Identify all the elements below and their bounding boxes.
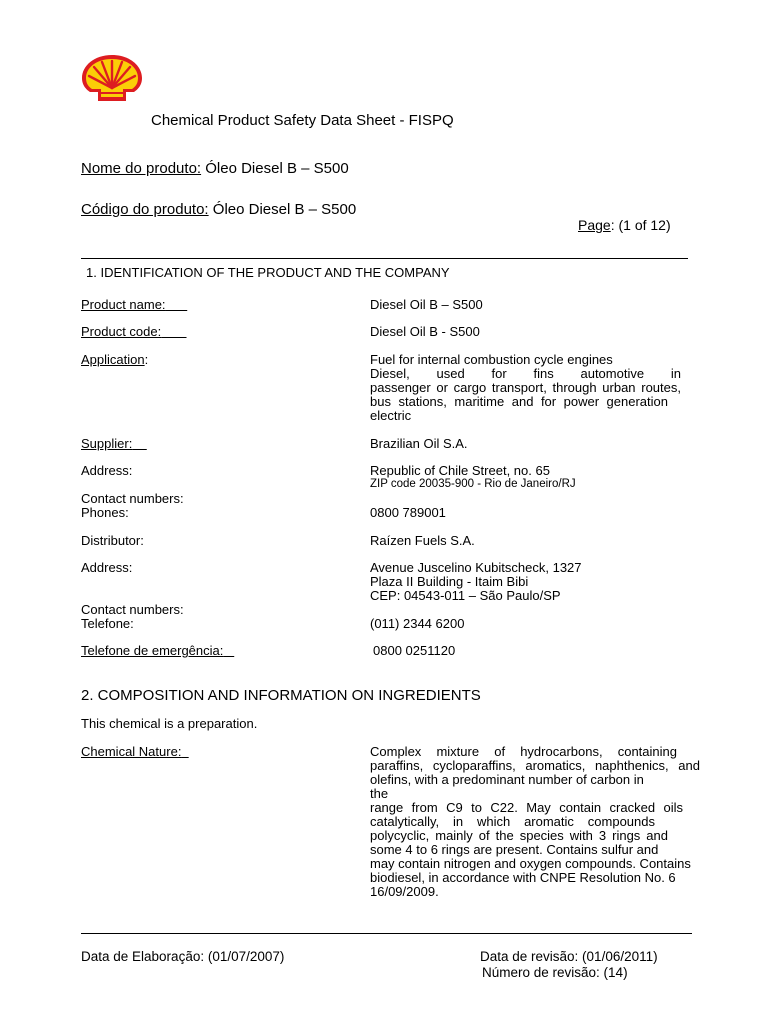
numero-revisao: Número de revisão: (14) bbox=[482, 965, 628, 980]
page-indicator bbox=[578, 217, 671, 233]
distributor-value: Raízen Fuels S.A. bbox=[370, 533, 475, 548]
address-line2: ZIP code 20035-900 - Rio de Janeiro/RJ bbox=[370, 478, 576, 490]
address2-label: Address: bbox=[81, 560, 133, 575]
page-label: Page bbox=[578, 217, 611, 233]
application-label: Application: bbox=[81, 352, 149, 367]
supplier-value: Brazilian Oil S.A. bbox=[370, 436, 468, 451]
phones-label: Phones: bbox=[81, 505, 129, 520]
application-value: Fuel for internal combustion cycle engines Diesel, used for fins automotive in passenger or cargo transport, through urban routes, bus stations, maritime and for power generation electric bbox=[370, 352, 681, 423]
phones-value: 0800 789001 bbox=[370, 505, 446, 520]
nome-produto-row bbox=[81, 160, 349, 177]
codigo-produto-label: Código do produto: bbox=[81, 201, 209, 218]
shell-logo bbox=[80, 52, 144, 104]
contact-numbers2-label: Contact numbers: bbox=[81, 602, 184, 617]
section1-heading: 1. IDENTIFICATION OF THE PRODUCT AND THE COMPANY bbox=[86, 265, 450, 280]
document-title: Chemical Product Safety Data Sheet - FISPQ bbox=[151, 112, 454, 129]
chemical-nature-value: Complex mixture of hydrocarbons, containing paraffins, cycloparaffins, aromatics, naphthenics, and olefins, with a predominant number of carbon in the range from C9 to C22. May contain cracked oils catalytically, in which aromatic compounds polycyclic, mainly of the species with 3 rings and some 4 to 6 rings are present. Contains sulfur and may contain nitrogen and oxygen compounds. Contains biodiesel, in accordance with CNPE Resolution No. 6 16/09/2009. bbox=[370, 744, 700, 899]
section2-heading: 2. COMPOSITION AND INFORMATION ON INGREDIENTS bbox=[81, 687, 481, 704]
telefone-value: (011) 2344 6200 bbox=[370, 616, 465, 631]
telefone-label: Telefone: bbox=[81, 616, 134, 631]
header-divider bbox=[81, 258, 688, 259]
codigo-produto-row bbox=[81, 201, 356, 218]
supplier-label: Supplier: bbox=[81, 436, 133, 451]
product-code-value: Diesel Oil B - S500 bbox=[370, 324, 480, 339]
chemical-nature-label: Chemical Nature: bbox=[81, 744, 182, 759]
nome-produto-value: Óleo Diesel B – S500 bbox=[205, 160, 349, 177]
address-label: Address: bbox=[81, 463, 133, 478]
contact-numbers-label: Contact numbers: bbox=[81, 491, 184, 506]
product-name-label: Product name: bbox=[81, 297, 166, 312]
data-elaboracao: Data de Elaboração: (01/07/2007) bbox=[81, 949, 285, 964]
page-value: : (1 of 12) bbox=[610, 217, 671, 233]
emergencia-label: Telefone de emergência: bbox=[81, 643, 224, 658]
footer-divider bbox=[81, 933, 692, 934]
product-name-value: Diesel Oil B – S500 bbox=[370, 297, 483, 312]
section2-intro: This chemical is a preparation. bbox=[81, 716, 258, 731]
product-code-label: Product code: bbox=[81, 324, 162, 339]
nome-produto-label: Nome do produto: bbox=[81, 160, 202, 177]
codigo-produto-value: Óleo Diesel B – S500 bbox=[212, 201, 357, 218]
address-line1: Republic of Chile Street, no. 65 bbox=[370, 463, 550, 478]
data-revisao: Data de revisão: (01/06/2011) bbox=[480, 949, 658, 964]
emergencia-value: 0800 0251120 bbox=[373, 643, 456, 658]
distributor-label: Distributor: bbox=[81, 533, 144, 548]
address2-value: Avenue Juscelino Kubitscheck, 1327 Plaza II Building - Itaim Bibi CEP: 04543-011 – São Paulo/SP bbox=[370, 560, 582, 603]
